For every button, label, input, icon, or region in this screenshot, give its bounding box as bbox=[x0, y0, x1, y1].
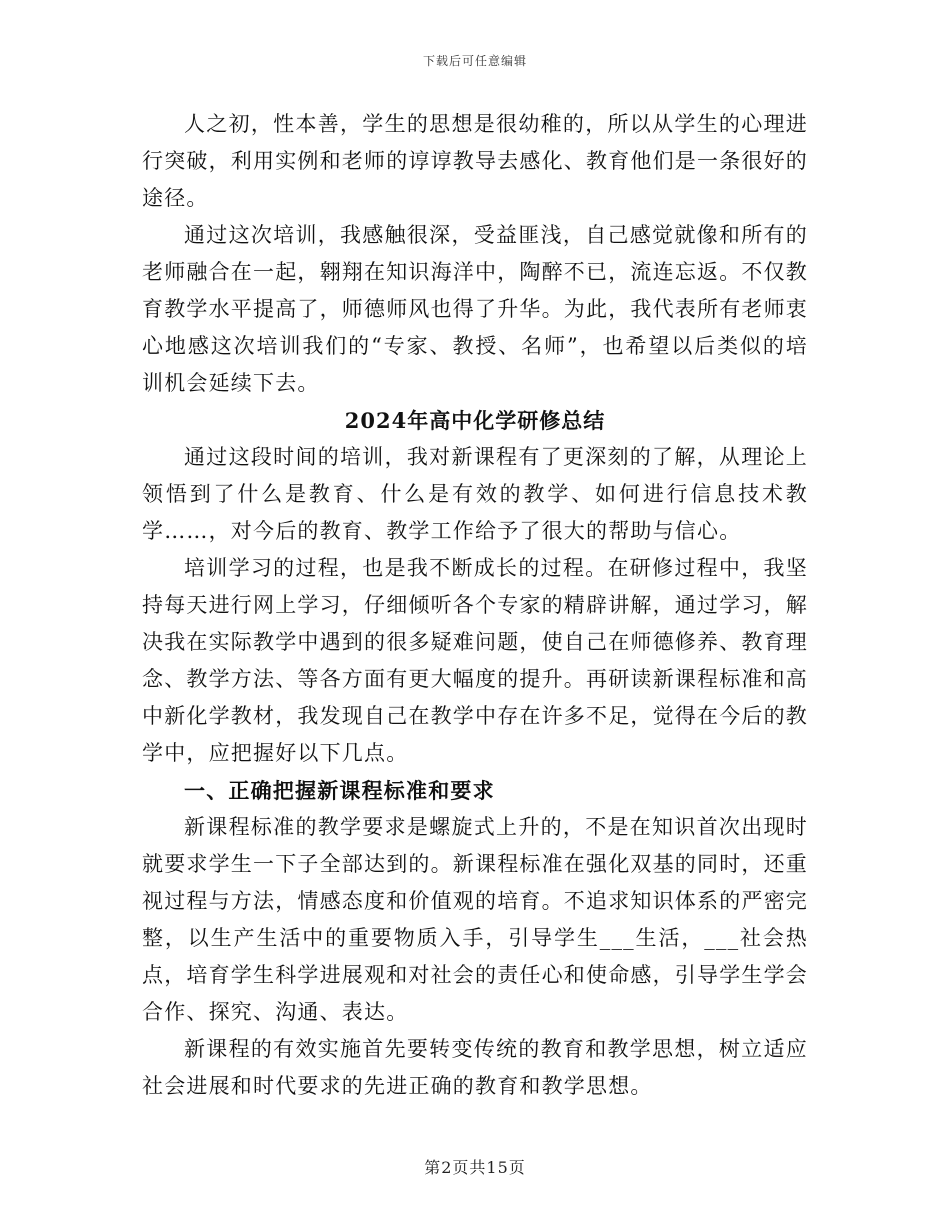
page-number-footer: 第2页共15页 bbox=[424, 1158, 526, 1177]
paragraph-2: 通过这次培训，我感触很深，受益匪浅，自己感觉就像和所有的老师融合在一起，翱翔在知识海洋中，陶醉不已，流连忘返。不仅教育教学水平提高了，师德师风也得了升华。为此，我代表所有老师衷心地感这次培训我们的“专家、教授、名师”，也希望以后类似的培训机会延续下去。 bbox=[142, 223, 808, 395]
paragraph-6: 新课程的有效实施首先要转变传统的教育和教学思想，树立适应社会进展和时代要求的先进正确的教育和教学思想。 bbox=[142, 1037, 808, 1098]
document-body bbox=[142, 106, 808, 1105]
subheading-1: 一、正确把握新课程标准和要求 bbox=[184, 778, 495, 803]
paragraph-4: 培训学习的过程，也是我不断成长的过程。在研修过程中，我坚持每天进行网上学习，仔细倾听各个专家的精辟讲解，通过学习，解决我在实际教学中遇到的很多疑难问题，使自己在师德修养、教育理念、教学方法、等各方面有更大幅度的提升。再研读新课程标准和高中新化学教材，我发现自己在教学中存在许多不足，觉得在今后的教学中，应把握好以下几点。 bbox=[142, 556, 808, 765]
page-header-note: 下载后可任意编辑 bbox=[422, 54, 527, 68]
paragraph-5: 新课程标准的教学要求是螺旋式上升的，不是在知识首次出现时就要求学生一下子全部达到的。新课程标准在强化双基的同时，还重视过程与方法，情感态度和价值观的培育。不追求知识体系的严密完整，以生产生活中的重要物质入手，引导学生___生活，___社会热点，培育学生科学进展观和对社会的责任心和使命感，引导学生学会合作、探究、沟通、表达。 bbox=[142, 815, 808, 1024]
paragraph-3: 通过这段时间的培训，我对新课程有了更深刻的了解，从理论上领悟到了什么是教育、什么是有效的教学、如何进行信息技术教学……，对今后的教育、教学工作给予了很大的帮助与信心。 bbox=[142, 445, 808, 543]
paragraph-1: 人之初，性本善，学生的思想是很幼稚的，所以从学生的心理进行突破，利用实例和老师的谆谆教导去感化、教育他们是一条很好的途径。 bbox=[142, 112, 808, 210]
section-title: 2024年高中化学研修总结 bbox=[344, 408, 606, 433]
